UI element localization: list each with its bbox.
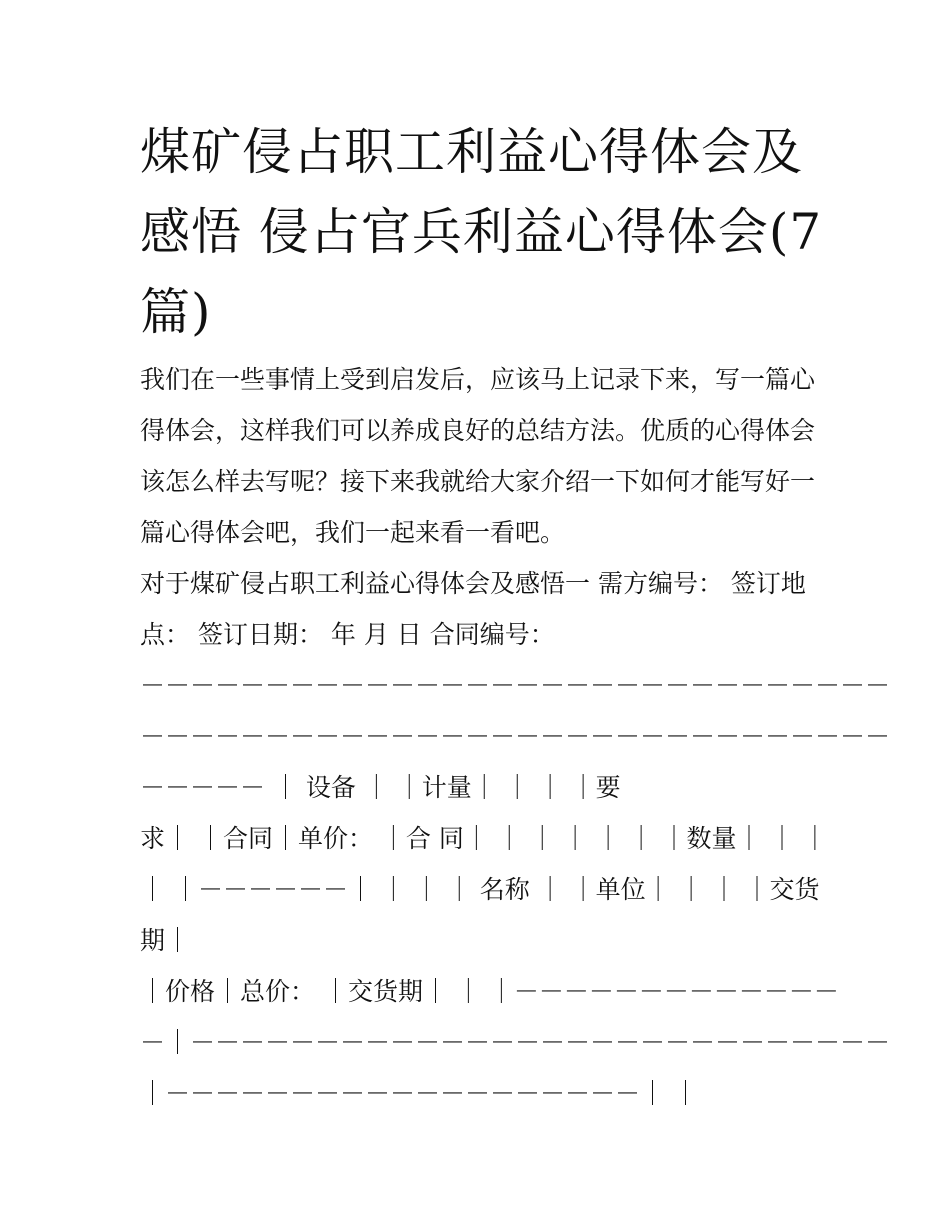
body-line: 该怎么样去写呢？接下来我就给大家介绍一下如何才能写好一 — [140, 467, 816, 496]
body-line: 篇心得体会吧，我们一起来看一看吧。 — [140, 518, 566, 547]
body-line: 对于煤矿侵占职工利益心得体会及感悟一 需方编号： 签订地 — [140, 569, 806, 598]
body-line: －－－－－－－－－－－－－－－－－－－－－－－－－－－－－－ — [140, 671, 891, 700]
body-line: 期｜ — [140, 926, 191, 955]
title-line: 煤矿侵占职工利益心得体会及 — [140, 123, 803, 181]
body-line: 求｜ ｜合同｜单价： ｜合 同｜ ｜ ｜ ｜ ｜ ｜ ｜数量｜ ｜ ｜ — [140, 824, 828, 853]
body-line: ｜ ｜－－－－－－｜ ｜ ｜ ｜ 名称 ｜ ｜单位｜ ｜ ｜ ｜交货 — [140, 875, 820, 904]
document-body — [140, 354, 891, 1119]
title-line: 篇) — [140, 283, 212, 341]
body-line: 点： 签订日期： 年 月 日 合同编号： — [140, 620, 555, 649]
title-line: 感悟 侵占官兵利益心得体会(7 — [140, 203, 823, 261]
body-line: 得体会，这样我们可以养成良好的总结方法。优质的心得体会 — [140, 416, 816, 445]
body-line: －－－－－ ｜ 设备 ｜ ｜计量｜ ｜ ｜ ｜要 — [140, 773, 621, 802]
body-line: 我们在一些事情上受到启发后，应该马上记录下来，写一篇心 — [140, 365, 816, 394]
body-line: ｜价格｜总价： ｜交货期｜ ｜ ｜－－－－－－－－－－－－－ — [140, 977, 839, 1006]
document-title — [140, 112, 823, 352]
body-line: －－－－－－－－－－－－－－－－－－－－－－－－－－－－－－ — [140, 722, 891, 751]
body-line: －｜－－－－－－－－－－－－－－－－－－－－－－－－－－－－ — [140, 1028, 891, 1057]
body-line: ｜－－－－－－－－－－－－－－－－－－－｜ ｜ — [140, 1079, 698, 1108]
